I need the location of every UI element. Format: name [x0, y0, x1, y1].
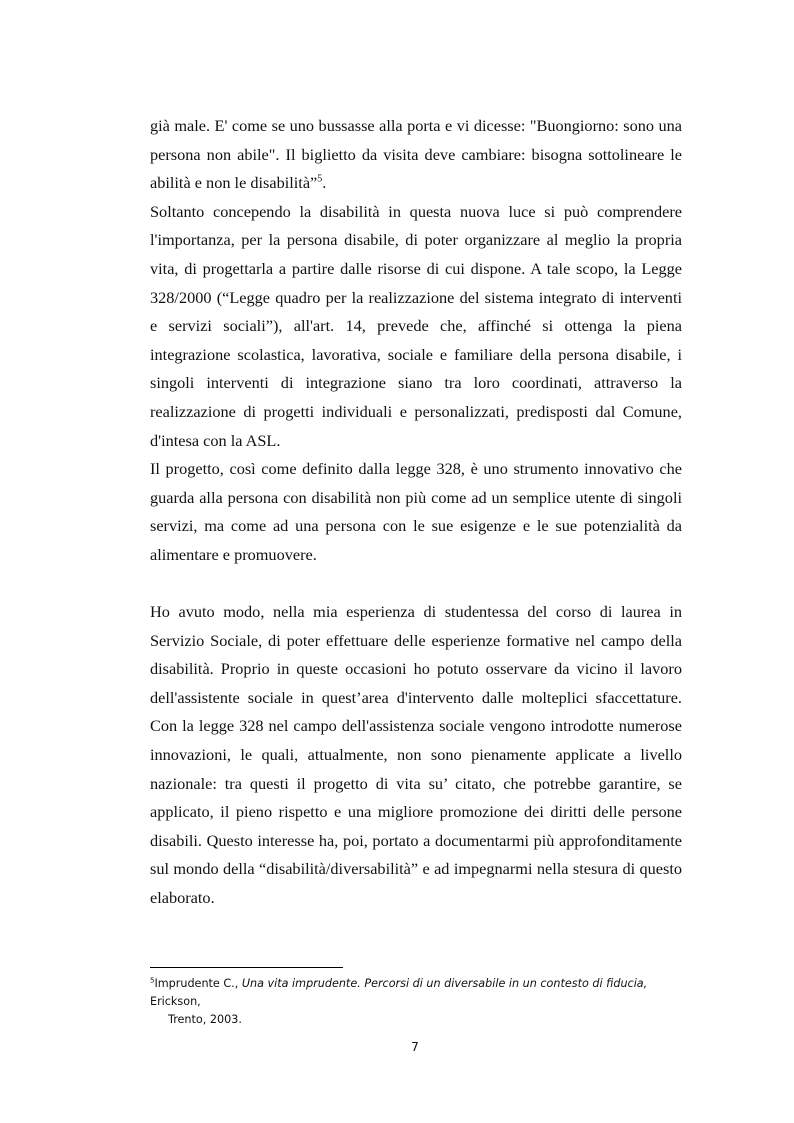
- paragraph-1-end: .: [322, 173, 327, 193]
- footnote-number: 5: [150, 976, 155, 985]
- paragraph-1-text: già male. E' come se uno bussasse alla porta e vi dicesse: "Buongiorno: sono una persona non abile". Il biglietto da visita deve cambiare: bisogna sottolineare le abilità e non le disabilità”: [150, 116, 682, 193]
- footnote-place-year: Trento, 2003.: [168, 1013, 242, 1026]
- paragraph-2: Soltanto concependo la disabilità in questa nuova luce si può comprendere l'importanza, per la persona disabile, di poter organizzare al meglio la propria vita, di progettarla a partire dalle risorse di cui dispone. A tale scopo, la Legge 328/2000 (“Legge quadro per la realizzazione del sistema integrato di interventi e servizi sociali”), all'art. 14, prevede che, affinché si ottenga la piena integrazione scolastica, lavorativa, sociale e familiare della persona disabile, i singoli interventi di integrazione siano tra loro coordinati, attraverso la realizzazione di progetti individuali e personalizzati, predisposti dal Comune, d'intesa con la ASL.: [150, 201, 682, 450]
- paragraph-quote-end: [150, 112, 682, 198]
- paragraph-3: Il progetto, così come definito dalla legge 328, è uno strumento innovativo che guarda alla persona con disabilità non più come ad un semplice utente di singoli servizi, ma come ad una persona con le sue esigenze e le sue potenzialità da alimentare e promuovere.: [150, 459, 682, 564]
- footnote-line-1: [150, 975, 690, 1011]
- footnote-publisher: Erickson,: [150, 995, 201, 1008]
- footnote-title: Una vita imprudente. Percorsi di un diversabile in un contesto di fiducia,: [241, 977, 648, 990]
- paragraph-4: Ho avuto modo, nella mia esperienza di studentessa del corso di laurea in Servizio Sociale, di poter effettuare delle esperienze formative nel campo della disabilità. Proprio in queste occasioni ho potuto osservare da vicino il lavoro dell'assistente sociale in quest’area d'intervento dalle molteplici sfaccettature. Con la legge 328 nel campo dell'assistenza sociale vengono introdotte numerose innovazioni, le quali, attualmente, non sono pienamente applicate a livello nazionale: tra questi il progetto di vita su’ citato, che potrebbe garantire, se applicato, il pieno rispetto e una migliore promozione dei diritti delle persone disabili. Questo interesse ha, poi, portato a documentarmi più approfonditamente sul mondo della “disabilità/diversabilità” e ad impegnarmi nella stesura di questo elaborato.: [150, 602, 682, 908]
- footnote: [150, 975, 690, 1029]
- page-number: 7: [411, 1040, 419, 1054]
- footnote-author: Imprudente C.,: [154, 977, 242, 990]
- footnote-reference: 5: [317, 173, 323, 185]
- body-text: [150, 112, 682, 913]
- footnote-separator: [150, 967, 343, 968]
